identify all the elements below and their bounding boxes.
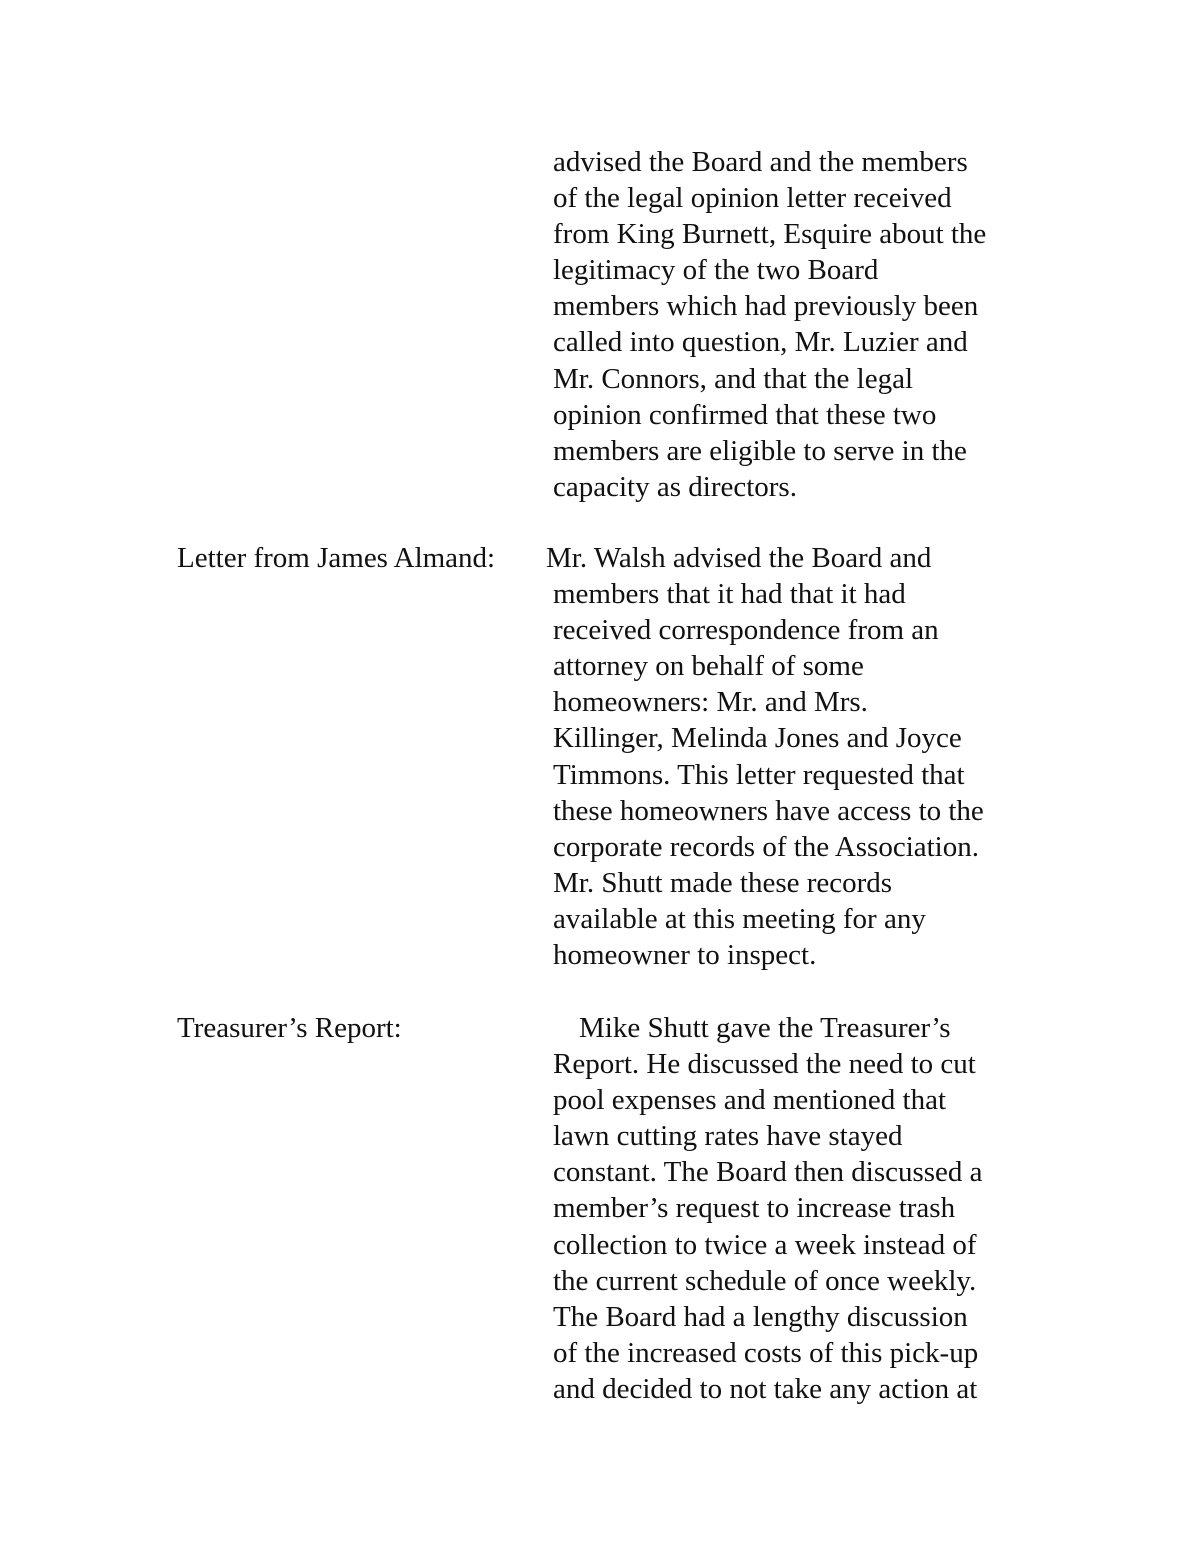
section-label: Treasurer’s Report: (177, 1012, 402, 1044)
section-label: Letter from James Almand: (177, 542, 496, 574)
paragraph-line: Mr. Walsh advised the Board and (546, 542, 932, 574)
paragraph-line: members are eligible to serve in the (553, 434, 967, 467)
paragraph-line: called into question, Mr. Luzier and (553, 326, 968, 359)
paragraph-line: received correspondence from an (553, 614, 939, 647)
paragraph-line: and decided to not take any action at (553, 1372, 978, 1405)
paragraph-line: from King Burnett, Esquire about the (553, 218, 987, 251)
paragraph-line: member’s request to increase trash (553, 1192, 956, 1225)
paragraph-line: pool expenses and mentioned that (553, 1084, 947, 1117)
paragraph-line: available at this meeting for any (553, 902, 926, 935)
paragraph-line: advised the Board and the members (553, 146, 968, 178)
paragraph-line: homeowners: Mr. and Mrs. (553, 686, 868, 719)
paragraph-line: Mike Shutt gave the Treasurer’s (579, 1012, 951, 1044)
paragraph-line: capacity as directors. (553, 470, 797, 503)
paragraph-letter (546, 540, 1113, 973)
paragraph-line: these homeowners have access to the (553, 794, 984, 827)
paragraph-legal-opinion (553, 144, 1113, 505)
paragraph-line: Report. He discussed the need to cut (553, 1048, 976, 1081)
paragraph-line: opinion confirmed that these two (553, 398, 937, 431)
paragraph-line: members which had previously been (553, 290, 979, 323)
paragraph-treasurers-report (553, 1010, 1113, 1407)
paragraph-line: lawn cutting rates have stayed (553, 1120, 903, 1153)
paragraph-line: members that it had that it had (553, 578, 906, 611)
paragraph-line: Killinger, Melinda Jones and Joyce (553, 722, 962, 755)
paragraph-line: homeowner to inspect. (553, 939, 817, 972)
paragraph-line: constant. The Board then discussed a (553, 1156, 983, 1189)
paragraph-line: collection to twice a week instead of (553, 1228, 977, 1261)
paragraph-line: Mr. Shutt made these records (553, 866, 893, 899)
paragraph-line: The Board had a lengthy discussion (553, 1300, 968, 1333)
paragraph-line: the current schedule of once weekly. (553, 1264, 977, 1297)
paragraph-line: Mr. Connors, and that the legal (553, 362, 914, 395)
paragraph-line: Timmons. This letter requested that (553, 758, 965, 791)
paragraph-line: legitimacy of the two Board (553, 254, 879, 287)
paragraph-line: of the legal opinion letter received (553, 182, 952, 215)
paragraph-line: attorney on behalf of some (553, 650, 864, 683)
paragraph-line: corporate records of the Association. (553, 830, 979, 863)
paragraph-line: of the increased costs of this pick-up (553, 1336, 979, 1369)
